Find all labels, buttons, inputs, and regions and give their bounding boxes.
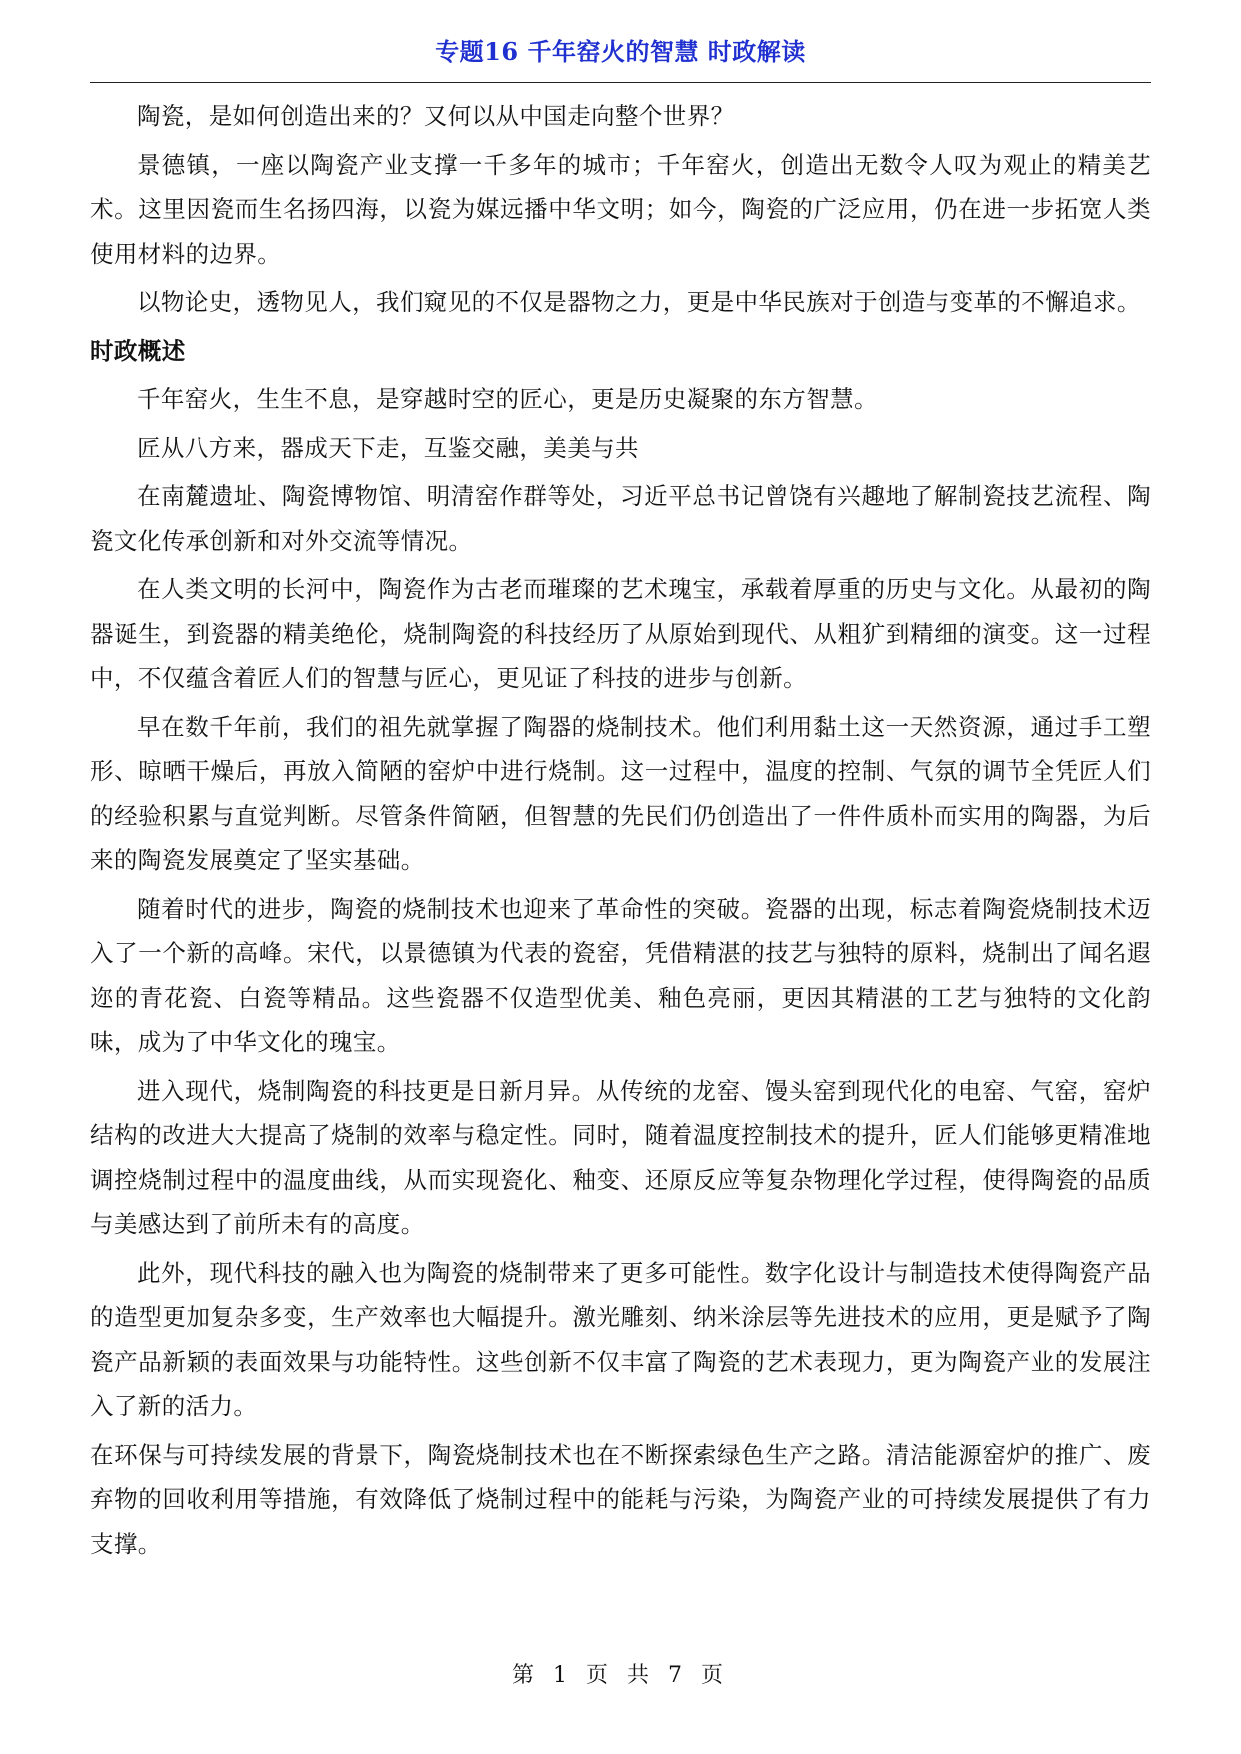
page-number: 第 1 页 共 7 页 — [512, 1663, 729, 1688]
body-paragraph-9: 在环保与可持续发展的背景下，陶瓷烧制技术也在不断探索绿色生产之路。清洁能源窑炉的推广、废弃物的回收利用等措施，有效降低了烧制过程中的能耗与污染，为陶瓷产业的可持续发展提供了有力支撑。 — [90, 1440, 1151, 1558]
intro-paragraph-2: 景德镇，一座以陶瓷产业支撑一千多年的城市；千年窑火，创造出无数令人叹为观止的精美艺术。这里因瓷而生名扬四海，以瓷为媒远播中华文明；如今，陶瓷的广泛应用，仍在进一步拓宽人类使用材料的边界。 — [90, 150, 1151, 268]
body-paragraph-7: 进入现代，烧制陶瓷的科技更是日新月异。从传统的龙窑、馒头窑到现代化的电窑、气窑，窑炉结构的改进大大提高了烧制的效率与稳定性。同时，随着温度控制技术的提升，匠人们能够更精准地调控烧制过程中的温度曲线，从而实现瓷化、釉变、还原反应等复杂物理化学过程，使得陶瓷的品质与美感达到了前所未有的高度。 — [90, 1076, 1151, 1238]
body-paragraph-5: 早在数千年前，我们的祖先就掌握了陶器的烧制技术。他们利用黏土这一天然资源，通过手工塑形、晾晒干燥后，再放入简陋的窑炉中进行烧制。这一过程中，温度的控制、气氛的调节全凭匠人们的经验积累与直觉判断。尽管条件简陋，但智慧的先民们仍创造出了一件件质朴而实用的陶器，为后来的陶瓷发展奠定了坚实基础。 — [90, 712, 1151, 874]
intro-paragraph-3: 以物论史，透物见人，我们窥见的不仅是器物之力，更是中华民族对于创造与变革的不懈追求。 — [137, 288, 1141, 316]
page-header-title: 专题16 千年窑火的智慧 时政解读 — [435, 37, 806, 66]
body-paragraph-1: 千年窑火，生生不息，是穿越时空的匠心，更是历史凝聚的东方智慧。 — [137, 385, 878, 413]
section-heading: 时政概述 — [90, 336, 186, 365]
document-body — [90, 94, 1151, 1570]
body-paragraph-3: 在南麓遗址、陶瓷博物馆、明清窑作群等处，习近平总书记曾饶有兴趣地了解制瓷技艺流程、陶瓷文化传承创新和对外交流等情况。 — [90, 482, 1151, 555]
body-paragraph-4: 在人类文明的长河中，陶瓷作为古老而璀璨的艺术瑰宝，承载着厚重的历史与文化。从最初的陶器诞生，到瓷器的精美绝伦，烧制陶瓷的科技经历了从原始到现代、从粗犷到精细的演变。这一过程中，不仅蕴含着匠人们的智慧与匠心，更见证了科技的进步与创新。 — [90, 575, 1151, 692]
body-paragraph-6: 随着时代的进步，陶瓷的烧制技术也迎来了革命性的突破。瓷器的出现，标志着陶瓷烧制技术迈入了一个新的高峰。宋代，以景德镇为代表的瓷窑，凭借精湛的技艺与独特的原料，烧制出了闻名遐迩的青花瓷、白瓷等精品。这些瓷器不仅造型优美、釉色亮丽，更因其精湛的工艺与独特的文化韵味，成为了中华文化的瑰宝。 — [90, 894, 1151, 1056]
intro-paragraph-1: 陶瓷，是如何创造出来的？又何以从中国走向整个世界？ — [137, 102, 735, 130]
body-paragraph-2: 匠从八方来，器成天下走，互鉴交融，美美与共 — [137, 433, 639, 462]
header-divider — [90, 82, 1151, 83]
body-paragraph-8: 此外，现代科技的融入也为陶瓷的烧制带来了更多可能性。数字化设计与制造技术使得陶瓷产品的造型更加复杂多变，生产效率也大幅提升。激光雕刻、纳米涂层等先进技术的应用，更是赋予了陶瓷产品新颖的表面效果与功能特性。这些创新不仅丰富了陶瓷的艺术表现力，更为陶瓷产业的发展注入了新的活力。 — [90, 1258, 1151, 1420]
